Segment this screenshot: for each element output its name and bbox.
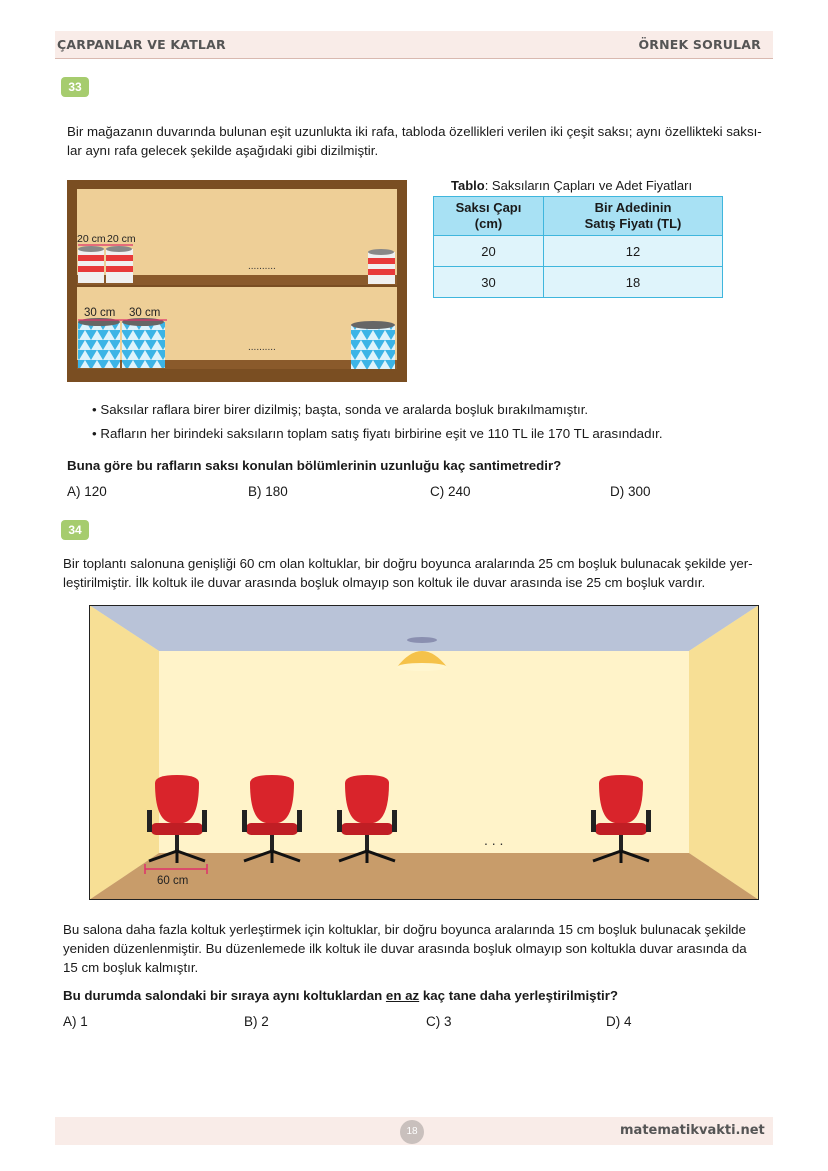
question-number-badge: 34 bbox=[61, 520, 89, 540]
q34-option-b[interactable]: B) 2 bbox=[244, 1014, 269, 1029]
q34-option-c[interactable]: C) 3 bbox=[426, 1014, 452, 1029]
q34-intro-line: leştirilmiştir. İlk koltuk ile duvar arasında boşluk olmayıp son koltuk ile duvar arasında ise 25 cm boşluk vardır. bbox=[63, 575, 706, 590]
q33-bullet: • Saksılar raflara birer birer dizilmiş; başta, sonda ve aralarda boşluk bırakılmamıştır. bbox=[92, 400, 588, 419]
cell-price: 18 bbox=[544, 267, 723, 298]
cell-diameter: 20 bbox=[434, 236, 544, 267]
cell-diameter: 30 bbox=[434, 267, 544, 298]
column-header-line: Bir Adedinin bbox=[594, 200, 672, 215]
question-number-badge: 33 bbox=[61, 77, 89, 97]
small-pot bbox=[368, 249, 395, 284]
q34-intro bbox=[63, 554, 753, 592]
q34-paragraph-line: Bu salona daha fazla koltuk yerleştirmek için koltuklar, bir doğru boyunca aralarında 15 cm boşluk bulunacak şekilde bbox=[63, 922, 746, 937]
q33-option-a[interactable]: A) 120 bbox=[67, 484, 107, 499]
cell-price: 12 bbox=[544, 236, 723, 267]
header-section: ÖRNEK SORULAR bbox=[638, 37, 761, 52]
q34-option-d[interactable]: D) 4 bbox=[606, 1014, 632, 1029]
column-header-price bbox=[544, 197, 723, 236]
q34-paragraph-line: 15 cm boşluk kalmıştır. bbox=[63, 960, 199, 975]
large-pot-width-label: 30 cm bbox=[129, 307, 161, 319]
q33-option-b[interactable]: B) 180 bbox=[248, 484, 288, 499]
q33-bullet: • Rafların her birindeki saksıların toplam satış fiyatı birbirine eşit ve 110 TL ile 170 TL arasındadır. bbox=[92, 424, 663, 443]
q33-question: Buna göre bu rafların saksı konulan bölümlerinin uzunluğu kaç santimetredir? bbox=[67, 458, 562, 473]
large-pot bbox=[78, 318, 120, 368]
chair-width-label: 60 cm bbox=[157, 875, 189, 887]
shelf-ellipsis: .......... bbox=[248, 342, 276, 353]
q33-intro bbox=[67, 122, 762, 160]
pot-price-table bbox=[433, 196, 723, 298]
q34-question bbox=[63, 986, 618, 1005]
column-header-line: Satış Fiyatı (TL) bbox=[584, 216, 682, 231]
q33-intro-line: lar aynı rafa gelecek şekilde aşağıdaki gibi dizilmiştir. bbox=[67, 143, 379, 158]
small-pot-width-label: 20 cm bbox=[77, 233, 106, 245]
q33-option-d[interactable]: D) 300 bbox=[610, 484, 651, 499]
shelf-figure bbox=[67, 180, 407, 382]
q34-paragraph-line: yeniden düzenlenmiştir. Bu düzenlemede ilk koltuk ile duvar arasında boşluk olmayıp son koltukla duvar arasında da bbox=[63, 941, 747, 956]
column-header-line: Saksı Çapı bbox=[455, 200, 522, 215]
shelf-ellipsis: .......... bbox=[248, 261, 276, 272]
q34-question-part: kaç tane daha yerleştirilmiştir? bbox=[419, 988, 618, 1003]
large-pot bbox=[351, 321, 395, 369]
q34-option-a[interactable]: A) 1 bbox=[63, 1014, 88, 1029]
small-pot bbox=[78, 246, 104, 283]
page-number: 18 bbox=[400, 1120, 424, 1144]
small-pot-width-label: 20 cm bbox=[107, 233, 136, 245]
chairs-ellipsis: . . . bbox=[484, 832, 504, 848]
q34-question-emphasis: en az bbox=[385, 988, 420, 1003]
column-header-diameter bbox=[434, 197, 544, 236]
q33-option-c[interactable]: C) 240 bbox=[430, 484, 471, 499]
footer-site: matematikvakti.net bbox=[620, 1123, 765, 1138]
table-row bbox=[434, 267, 723, 298]
large-pot-width-label: 30 cm bbox=[84, 307, 116, 319]
q34-intro-line: Bir toplantı salonuna genişliği 60 cm olan koltuklar, bir doğru boyunca aralarında 25 cm boşluk bulunacak şekilde yer- bbox=[63, 556, 753, 571]
table-caption-label: Tablo bbox=[451, 178, 485, 193]
q34-question-part: Bu durumda salondaki bir sıraya aynı koltuklardan bbox=[63, 988, 386, 1003]
q34-paragraph bbox=[63, 920, 747, 977]
table-caption-text: : Saksıların Çapları ve Adet Fiyatları bbox=[484, 178, 693, 193]
table-row bbox=[434, 236, 723, 267]
table-caption bbox=[451, 178, 692, 193]
q33-intro-line: Bir mağazanın duvarında bulunan eşit uzunlukta iki rafa, tabloda özellikleri verilen iki çeşit saksı; aynı özellikteki saksı- bbox=[67, 124, 762, 139]
column-header-line: (cm) bbox=[474, 216, 503, 231]
page-header bbox=[55, 31, 773, 59]
large-pot bbox=[122, 318, 165, 368]
table-header-row bbox=[434, 197, 723, 236]
meeting-room-figure bbox=[89, 605, 759, 900]
header-topic: ÇARPANLAR VE KATLAR bbox=[57, 37, 226, 52]
small-pot bbox=[106, 246, 133, 283]
